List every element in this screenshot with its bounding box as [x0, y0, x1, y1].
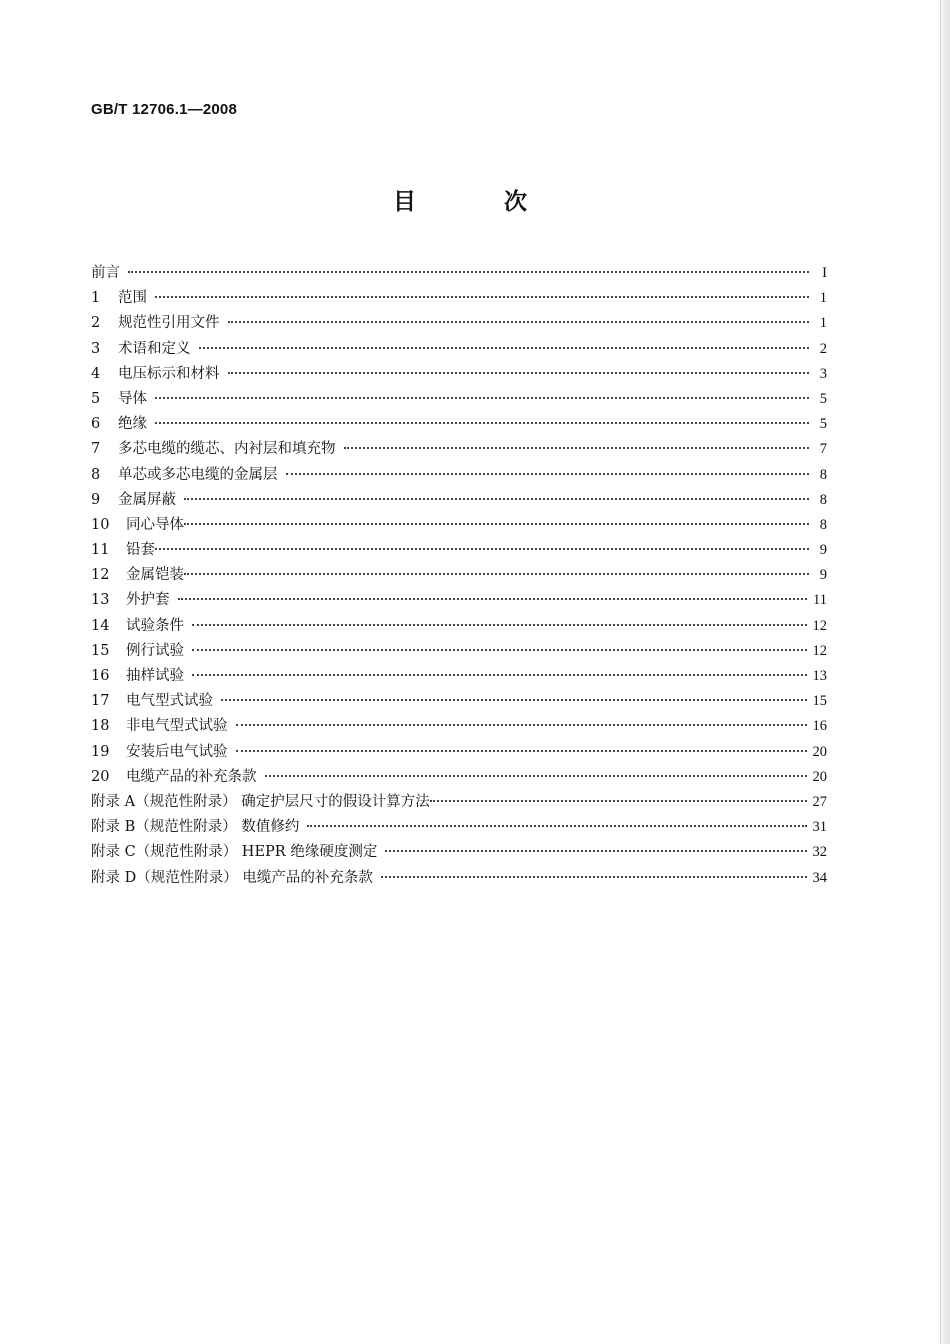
standard-code: GB/T 12706.1—2008	[91, 101, 237, 118]
toc-title: 目 次	[392, 189, 567, 215]
toc-entry-label: 安装后电气试验	[126, 743, 228, 760]
toc-entry-page: 8	[819, 466, 827, 483]
toc-dot-leader	[184, 573, 809, 575]
toc-entry-number: 18	[91, 718, 110, 735]
toc-entry-18[interactable]	[91, 714, 827, 739]
toc-dot-leader	[385, 850, 806, 852]
toc-dot-leader	[381, 876, 807, 878]
toc-entry-3[interactable]	[91, 337, 827, 362]
toc-entry-page: 11	[813, 592, 827, 609]
toc-entry-number: 12	[91, 567, 110, 584]
toc-entry-number: 2	[91, 315, 101, 332]
toc-dot-leader	[228, 321, 810, 323]
toc-entry-number: 16	[91, 668, 110, 684]
table-of-contents	[91, 261, 827, 891]
toc-entry-label: 单芯或多芯电缆的金属层	[118, 466, 278, 483]
toc-dot-leader	[178, 598, 808, 600]
toc-entry-number: 7	[91, 441, 101, 458]
toc-entry-annex-d[interactable]	[91, 866, 827, 891]
toc-dot-leader	[236, 750, 807, 752]
toc-dot-leader	[184, 523, 809, 525]
toc-entry-page: 32	[812, 844, 827, 861]
toc-entry-page: I	[822, 265, 827, 281]
toc-dot-leader	[228, 372, 810, 374]
toc-entry-4[interactable]	[91, 362, 827, 387]
toc-entry-page: 9	[819, 542, 827, 559]
toc-dot-leader	[199, 347, 810, 349]
toc-dot-leader	[155, 296, 809, 298]
toc-entry-page: 3	[819, 365, 827, 382]
toc-entry-page: 5	[819, 390, 827, 407]
toc-entry-7[interactable]	[91, 437, 827, 462]
toc-entry-number: 4	[91, 365, 101, 382]
toc-entry-number: 8	[91, 466, 101, 483]
toc-entry-annex-a[interactable]	[91, 790, 827, 815]
toc-entry-15[interactable]	[91, 639, 827, 664]
toc-entry-page: 5	[819, 416, 827, 433]
toc-entry-17[interactable]	[91, 689, 827, 714]
toc-entry-label: 金属屏蔽	[118, 491, 176, 508]
toc-entry-page: 34	[812, 869, 827, 886]
toc-entry-page: 27	[812, 793, 827, 810]
toc-entry-label: 金属铠装	[126, 567, 184, 584]
toc-entry-label: 附录 C（规范性附录） HEPR 绝缘硬度测定	[91, 844, 378, 861]
toc-dot-leader	[286, 473, 810, 475]
toc-entry-19[interactable]	[91, 740, 827, 765]
toc-entry-page: 31	[812, 819, 827, 836]
toc-entry-16[interactable]	[91, 664, 827, 689]
toc-dot-leader	[344, 447, 810, 449]
toc-entry-page: 20	[812, 768, 827, 785]
toc-entry-foreword[interactable]	[91, 261, 827, 286]
toc-entry-label: 抽样试验	[126, 668, 184, 684]
toc-entry-label: 电压标示和材料	[118, 365, 220, 382]
toc-entry-label: 规范性引用文件	[118, 315, 220, 332]
toc-entry-20[interactable]	[91, 765, 827, 790]
toc-entry-8[interactable]	[91, 463, 827, 488]
toc-dot-leader	[221, 699, 807, 701]
toc-entry-page: 20	[812, 743, 827, 760]
toc-dot-leader	[155, 548, 809, 550]
toc-entry-number: 1	[91, 290, 101, 307]
toc-entry-5[interactable]	[91, 387, 827, 412]
toc-entry-number: 17	[91, 693, 110, 710]
toc-entry-number: 3	[91, 340, 101, 357]
toc-dot-leader	[265, 775, 807, 777]
toc-dot-leader	[155, 397, 809, 399]
toc-entry-number: 10	[91, 516, 110, 533]
toc-entry-label: 多芯电缆的缆芯、内衬层和填充物	[118, 441, 336, 458]
toc-entry-label: 例行试验	[126, 642, 184, 659]
toc-dot-leader	[430, 800, 807, 802]
toc-dot-leader	[155, 422, 809, 424]
toc-entry-13[interactable]	[91, 588, 827, 613]
toc-entry-page: 13	[812, 668, 827, 684]
toc-entry-2[interactable]	[91, 311, 827, 336]
toc-entry-9[interactable]	[91, 488, 827, 513]
scan-edge-shadow	[936, 0, 950, 1344]
toc-entry-label: 非电气型式试验	[126, 718, 228, 735]
toc-entry-6[interactable]	[91, 412, 827, 437]
toc-entry-label: 附录 B（规范性附录） 数值修约	[91, 819, 300, 836]
toc-entry-number: 20	[91, 768, 110, 785]
toc-entry-10[interactable]	[91, 513, 827, 538]
toc-entry-label: 术语和定义	[118, 340, 191, 357]
toc-entry-label: 电缆产品的补充条款	[126, 768, 257, 785]
toc-dot-leader	[128, 271, 809, 273]
toc-entry-label: 试验条件	[126, 617, 184, 634]
toc-entry-annex-b[interactable]	[91, 815, 827, 840]
toc-entry-page: 8	[819, 491, 827, 508]
toc-entry-label: 铅套	[126, 542, 155, 559]
toc-entry-11[interactable]	[91, 538, 827, 563]
toc-entry-page: 12	[812, 617, 827, 634]
toc-dot-leader	[192, 624, 807, 626]
toc-entry-number: 13	[91, 592, 110, 609]
toc-entry-1[interactable]	[91, 286, 827, 311]
toc-dot-leader	[236, 724, 807, 726]
toc-dot-leader	[307, 825, 806, 827]
toc-entry-number: 19	[91, 743, 110, 760]
toc-entry-label: 同心导体	[126, 516, 184, 533]
toc-entry-label: 外护套	[126, 592, 170, 609]
toc-dot-leader	[184, 498, 809, 500]
toc-entry-label: 导体	[118, 390, 147, 407]
toc-entry-label: 电气型式试验	[126, 693, 213, 710]
toc-entry-number: 9	[91, 491, 101, 508]
toc-entry-page: 1	[819, 315, 827, 332]
toc-entry-page: 8	[819, 516, 827, 533]
toc-entry-label: 附录 D（规范性附录） 电缆产品的补充条款	[91, 869, 373, 886]
toc-entry-page: 2	[819, 340, 827, 357]
toc-entry-number: 15	[91, 642, 110, 659]
toc-entry-label: 范围	[118, 290, 147, 307]
toc-entry-12[interactable]	[91, 563, 827, 588]
toc-entry-page: 15	[812, 693, 827, 710]
toc-dot-leader	[192, 649, 807, 651]
toc-entry-page: 16	[812, 718, 827, 735]
toc-entry-page: 1	[819, 290, 827, 307]
toc-dot-leader	[192, 674, 807, 676]
toc-entry-number: 6	[91, 416, 101, 433]
toc-entry-page: 12	[812, 642, 827, 659]
toc-entry-label: 前言	[91, 265, 120, 281]
toc-entry-page: 7	[819, 441, 827, 458]
toc-entry-number: 11	[91, 542, 110, 559]
toc-entry-number: 5	[91, 390, 101, 407]
toc-entry-14[interactable]	[91, 614, 827, 639]
toc-entry-label: 附录 A（规范性附录） 确定护层尺寸的假设计算方法	[91, 793, 430, 810]
toc-entry-annex-c[interactable]	[91, 840, 827, 865]
toc-entry-page: 9	[819, 567, 827, 584]
toc-entry-number: 14	[91, 617, 110, 634]
toc-entry-label: 绝缘	[118, 416, 147, 433]
